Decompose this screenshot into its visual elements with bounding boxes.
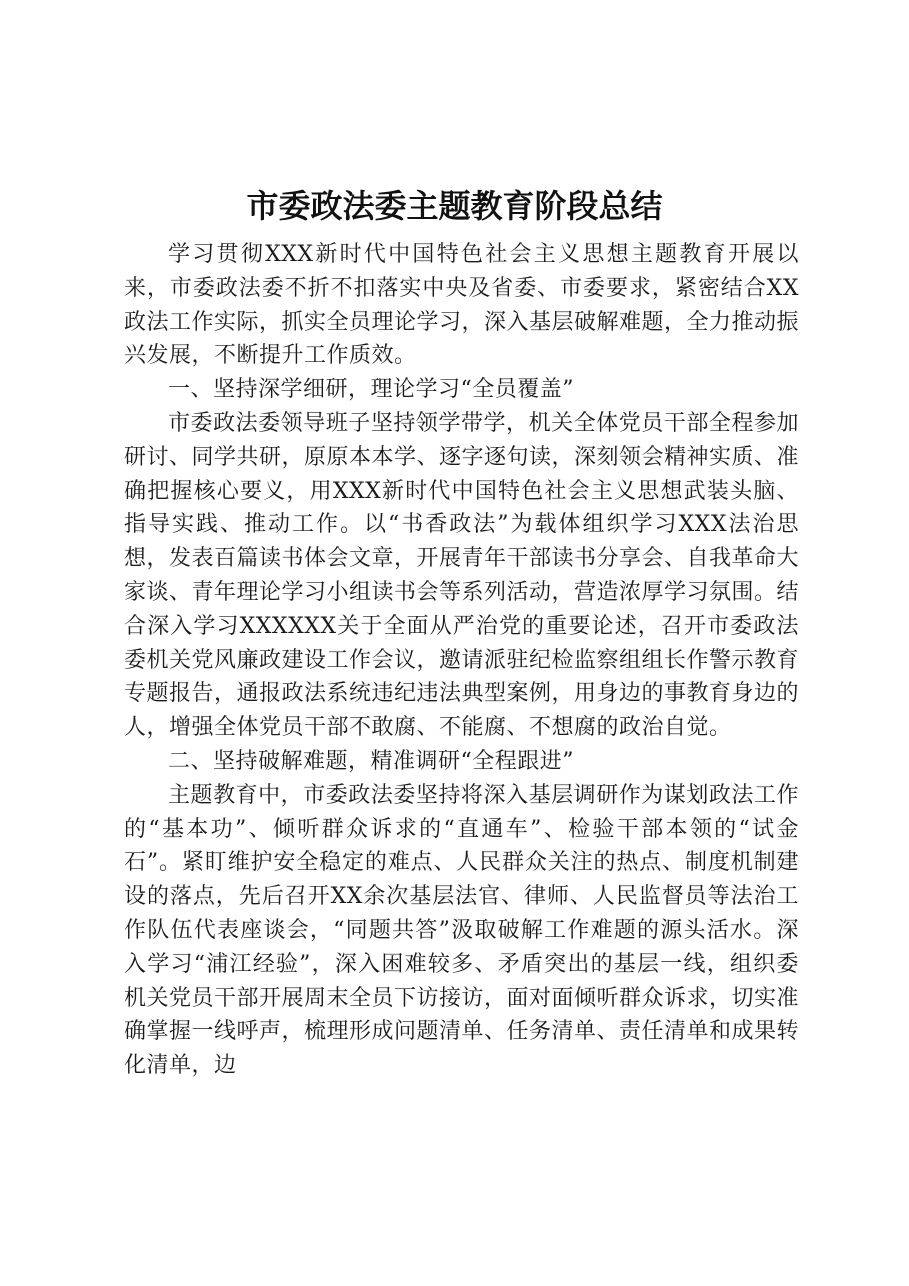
document-title: 市委政法委主题教育阶段总结 [246, 187, 663, 225]
document-body [124, 238, 799, 1083]
section-1-paragraph: 市委政法委领导班子坚持领学带学，机关全体党员干部全程参加研讨、同学共研，原原本本学、逐字逐句读，深刻领会精神实质、准确把握核心要义，用XXX新时代中国特色社会主义思想武装头脑、指导实践、推动工作。以“书香政法”为载体组织学习XXX法治思想，发表百篇读书体会文章，开展青年干部读书分享会、自我革命大家谈、青年理论学习小组读书会等系列活动，营造浓厚学习氛围。结合深入学习XXXXXX关于全面从严治党的重要论述，召开市委政法委机关党风廉政建设工作会议，邀请派驻纪检监察组组长作警示教育专题报告，通报政法系统违纪违法典型案例，用身边的事教育身边的人，增强全体党员干部不敢腐、不能腐、不想腐的政治自觉。 [124, 410, 800, 741]
intro-paragraph: 学习贯彻XXX新时代中国特色社会主义思想主题教育开展以来，市委政法委不折不扣落实中央及省委、市委要求，紧密结合XX政法工作实际，抓实全员理论学习，深入基层破解难题，全力推动振兴发展，不断提升工作质效。 [124, 242, 800, 369]
section-2-paragraph: 主题教育中，市委政法委坚持将深入基层调研作为谋划政法工作的“基本功”、倾听群众诉求的“直通车”、检验干部本领的“试金石”。紧盯维护安全稳定的难点、人民群众关注的热点、制度机制建设的落点，先后召开XX余次基层法官、律师、人民监督员等法治工作队伍代表座谈会，“同题共答”汲取破解工作难题的源头活水。深入学习“浦江经验”，深入困难较多、矛盾突出的基层一线，组织委机关党员干部开展周末全员下访接访，面对面倾听群众诉求，切实准确掌握一线呼声，梳理形成问题清单、任务清单、责任清单和成果转化清单，边 [124, 782, 800, 1079]
section-heading-2: 二、坚持破解难题，精准调研“全程跟进” [168, 748, 574, 774]
section-heading-1: 一、坚持深学细研，理论学习“全员覆盖” [168, 377, 574, 403]
